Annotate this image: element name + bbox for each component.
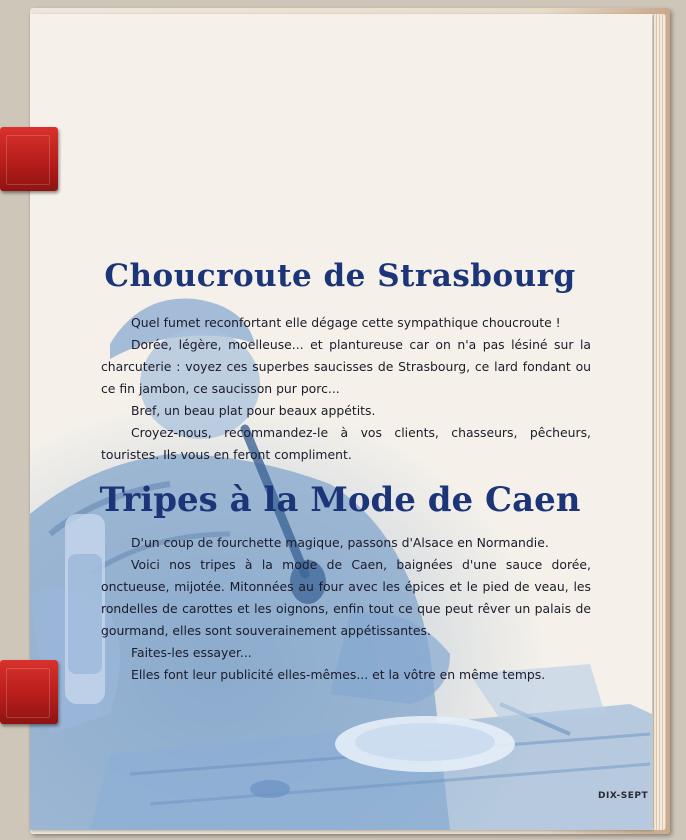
paragraph-1-2: Dorée, légère, moelleuse... et plantureuse car on n'a pas lésiné sur la charcuterie : voyez ces superbes saucisses de Strasbourg, ce lard fondant ou ce fin jambon, ce saucisson pur porc... [101,337,591,396]
paragraph-1-3: Bref, un beau plat pour beaux appétits. [131,403,376,418]
paragraph-1-1: Quel fumet reconfortant elle dégage cette sympathique choucroute ! [131,315,561,330]
paragraph-2-2: Voici nos tripes à la mode de Caen, baignées d'une sauce dorée, onctueuse, mijotée. Mitonnées au four avec les épices et le pied de veau, les rondelles de carottes et les oignons, enfin tout ce que peut rêver un palais de gourmand, elles sont souverainement appétissantes. [101,557,591,638]
paragraph-2-3: Faites-les essayer... [131,645,252,660]
paragraph-2-4: Elles font leur publicité elles-mêmes... et la vôtre en même temps. [131,667,546,682]
binding-ring-bottom [0,660,58,724]
page-number-label: DIX-SEPT [598,791,649,801]
section-title-tripes: Tripes à la Mode de Caen [99,480,581,520]
paragraph-2-1: D'un coup de fourchette magique, passons d'Alsace en Normandie. [131,535,549,550]
section-title-choucroute: Choucroute de Strasbourg [104,258,576,294]
binding-ring-top [0,127,58,191]
paragraph-1-4: Croyez-nous, recommandez-le à vos clients, chasseurs, pêcheurs, touristes. Ils vous en feront compliment. [101,425,591,462]
